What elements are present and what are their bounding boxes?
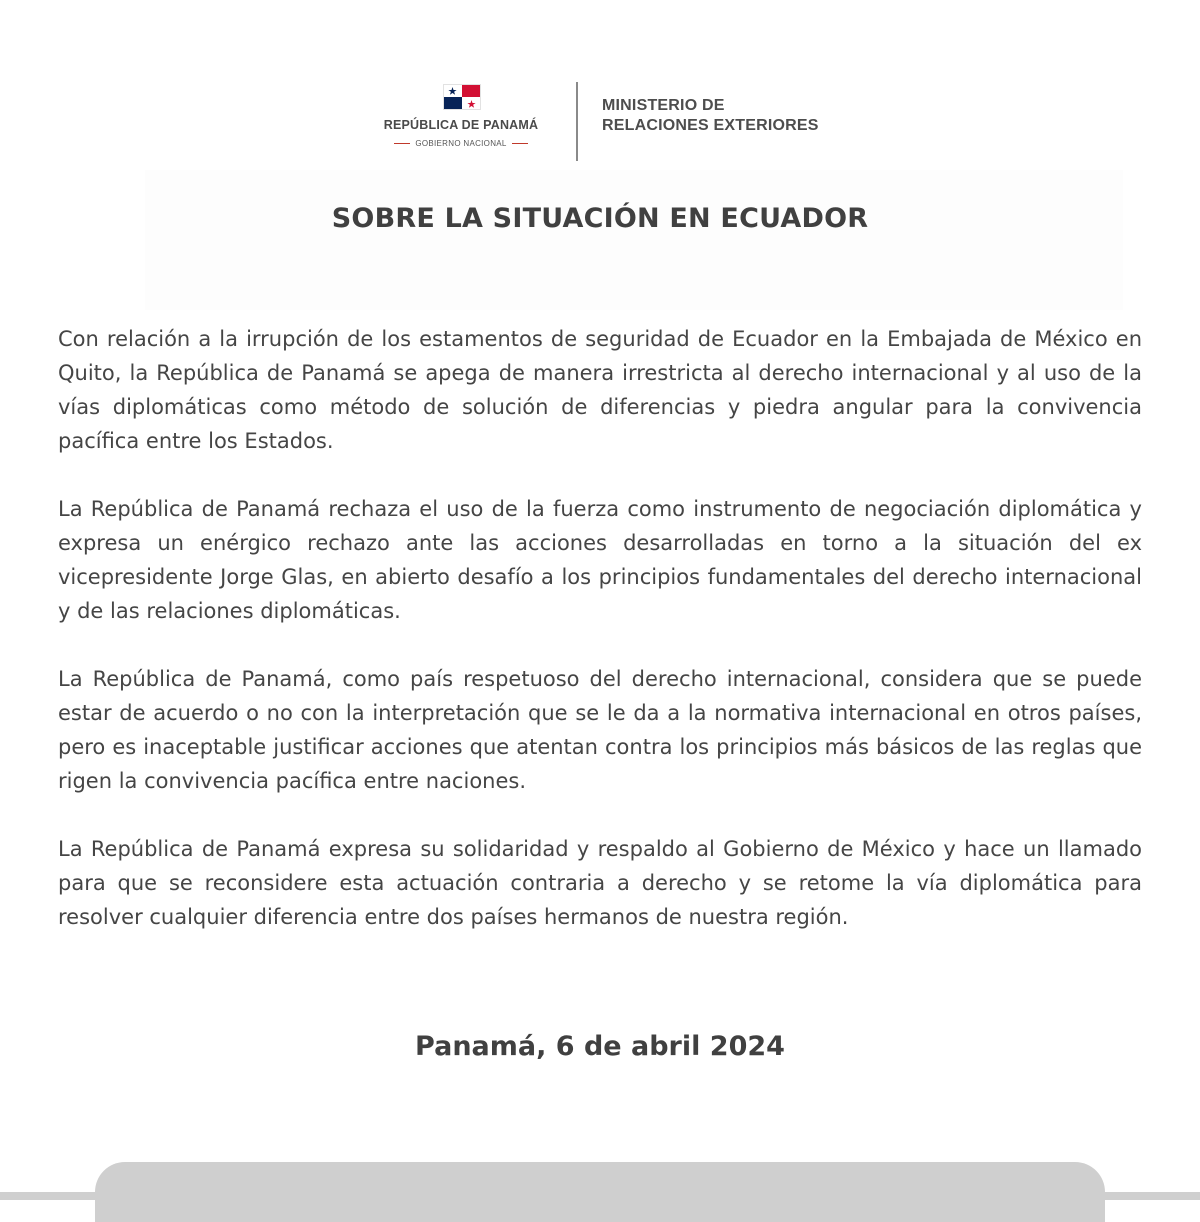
paragraph-3: La República de Panamá, como país respetuoso del derecho internacional, considera que se puede estar de acuerdo o no con la interpretación que se le da a la normativa internacional en otros países, pero es inaceptable justificar acciones que atentan contra los principios más básicos de las reglas que rigen la convivencia pacífica entre naciones. xyxy=(58,667,1142,793)
right-rule xyxy=(512,143,528,144)
title-background xyxy=(145,170,1123,310)
panama-government-logo xyxy=(358,82,564,164)
paragraph-4: La República de Panamá expresa su solidaridad y respaldo al Gobierno de México y hace un llamado para que se reconsidere esta actuación contraria a derecho y se retome la vía diplomática para resolver cualquier diferencia entre dos países hermanos de nuestra región. xyxy=(58,837,1142,929)
government-label-row xyxy=(358,137,564,149)
document-title: SOBRE LA SITUACIÓN EN ECUADOR xyxy=(331,203,869,234)
paragraph-2: La República de Panamá rechaza el uso de la fuerza como instrumento de negociación diplomática y expresa un enérgico rechazo ante las acciones desarrolladas en torno a la situación del ex vicepresidente Jorge Glas, en abierto desafío a los principios fundamentales del derecho internacional y de las relaciones diplomáticas. xyxy=(58,497,1142,623)
header-divider xyxy=(576,82,578,161)
letterhead xyxy=(0,82,1200,164)
country-name: REPÚBLICA DE PANAMÁ xyxy=(383,118,539,132)
document-body xyxy=(58,322,1142,968)
ministry-line-2: RELACIONES EXTERIORES xyxy=(602,117,819,134)
ministry-line-1: MINISTERIO DE xyxy=(602,97,725,114)
date-line: Panamá, 6 de abril 2024 xyxy=(415,1031,785,1062)
footer-base xyxy=(0,1192,1200,1200)
panama-flag-icon xyxy=(443,84,481,110)
paragraph-1: Con relación a la irrupción de los estamentos de seguridad de Ecuador en la Embajada de México en Quito, la República de Panamá se apega de manera irrestricta al derecho internacional y al uso de la vías diplomáticas como método de solución de diferencias y piedra angular para la convivencia pacífica entre los Estados. xyxy=(58,327,1142,453)
government-label: GOBIERNO NACIONAL xyxy=(415,138,507,148)
ministry-name xyxy=(602,96,882,136)
left-rule xyxy=(394,143,410,144)
